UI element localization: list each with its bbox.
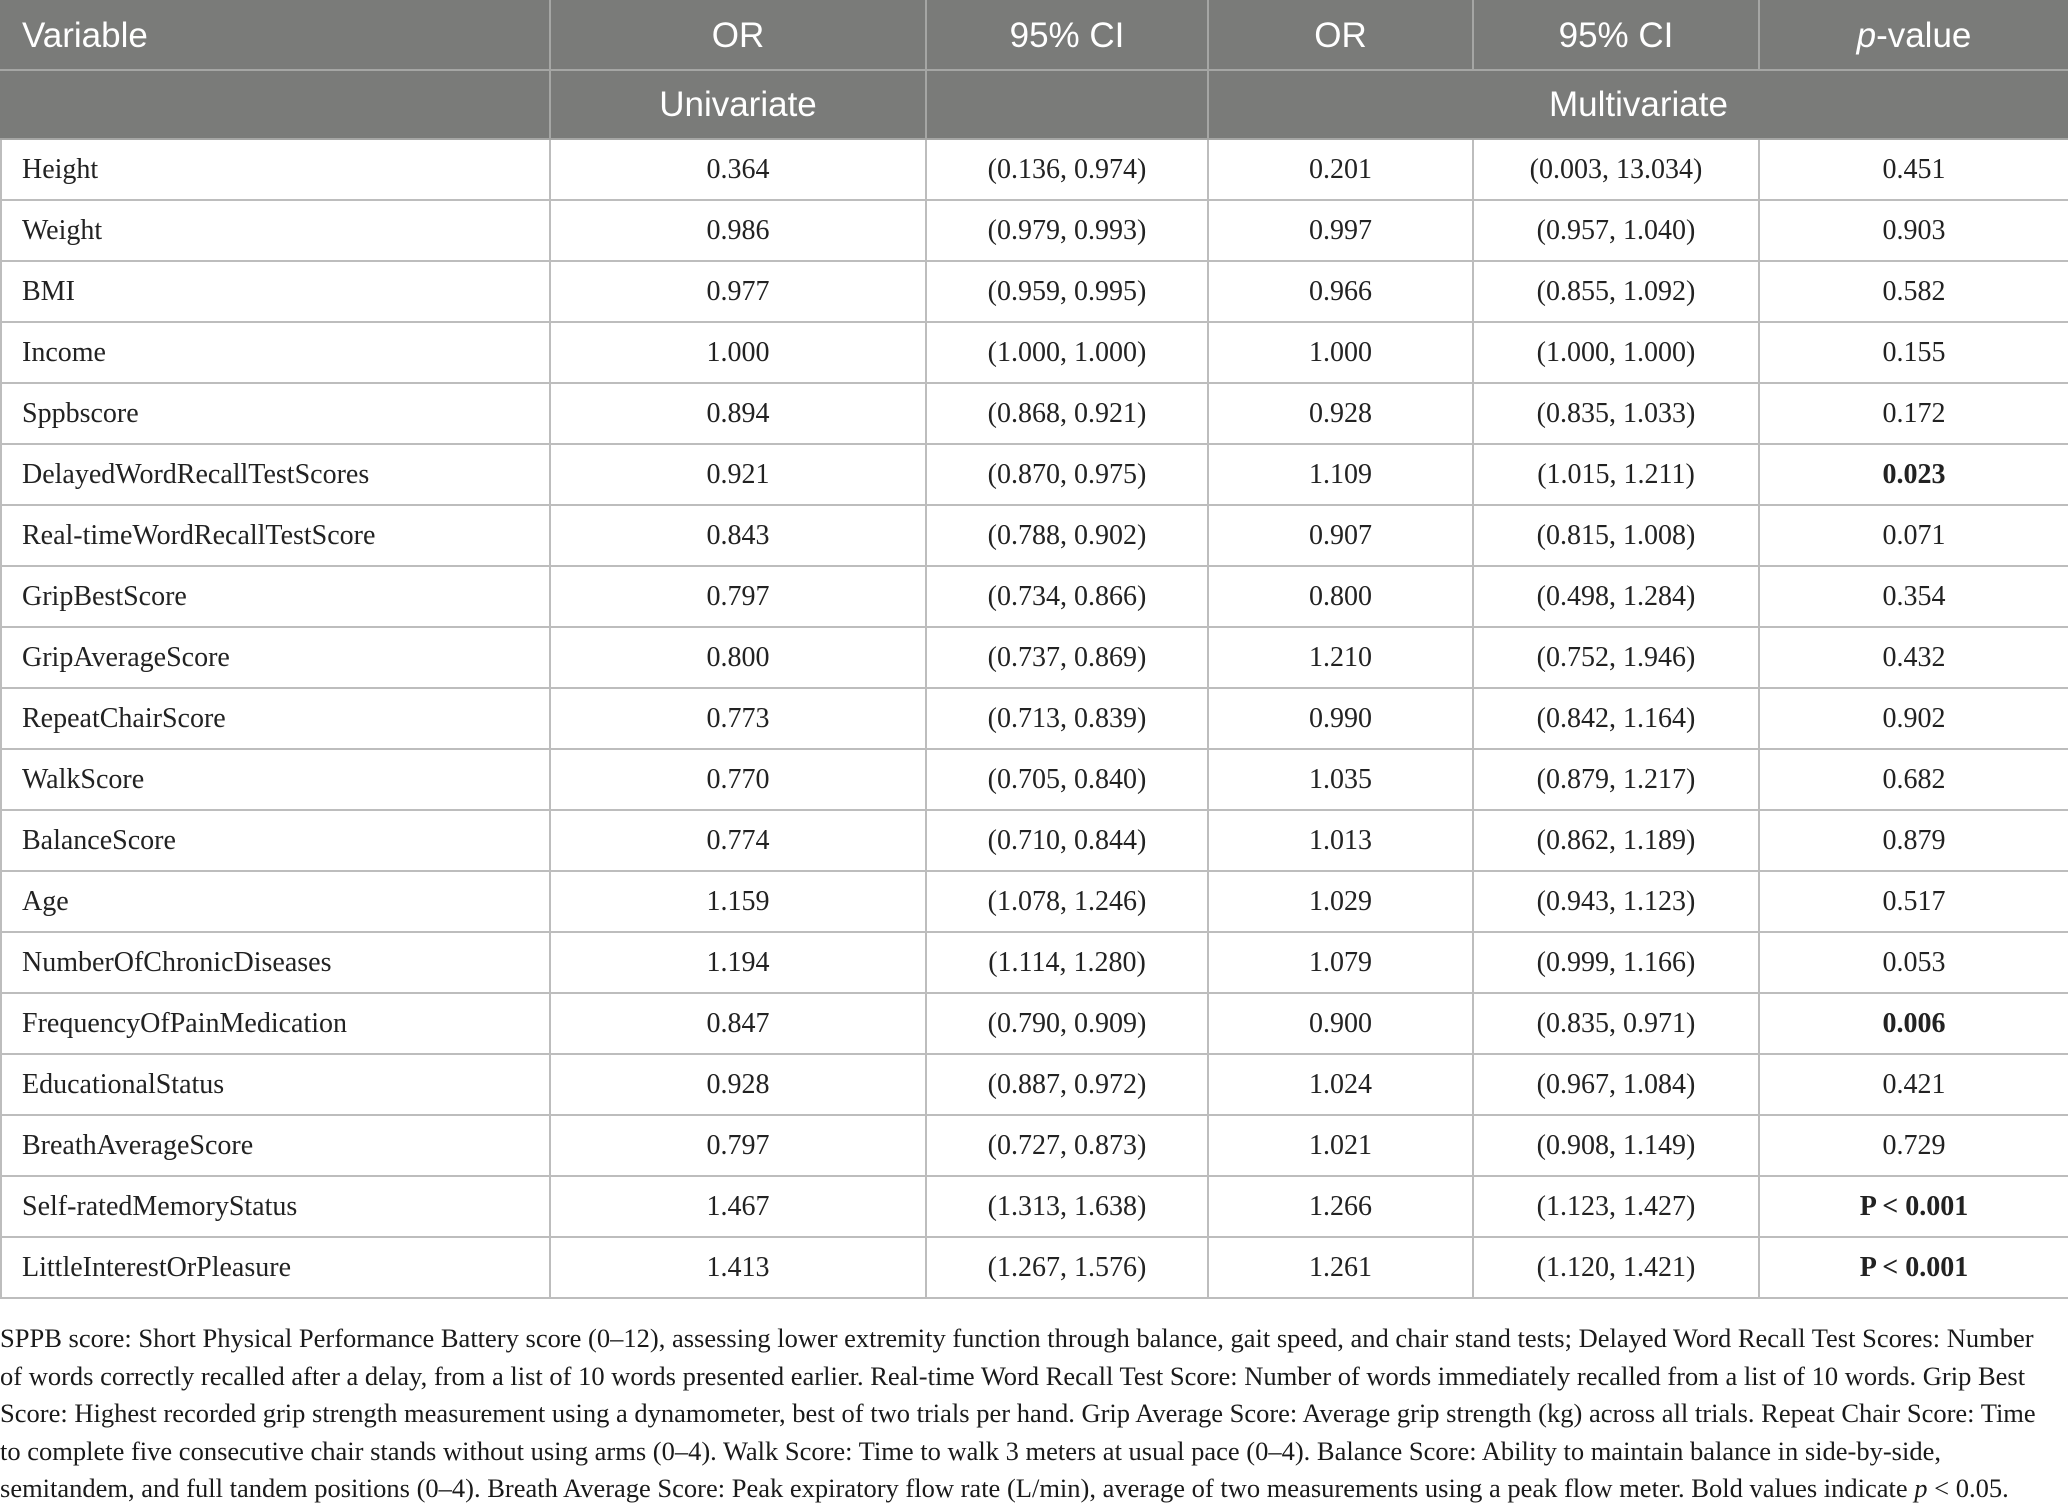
cell-or-univariate: 0.774 [550, 810, 926, 871]
table-row [1, 749, 2068, 810]
cell-p-value: 0.053 [1759, 932, 2068, 993]
cell-ci-multivariate: (0.003, 13.034) [1473, 139, 1759, 200]
cell-p-value: 0.902 [1759, 688, 2068, 749]
table-row [1, 810, 2068, 871]
cell-or-multivariate: 0.800 [1208, 566, 1473, 627]
cell-or-univariate: 1.194 [550, 932, 926, 993]
footnote-main-text: SPPB score: Short Physical Performance Battery score (0–12), assessing lower extremity function through balance, gait speed, and chair stand tests; Delayed Word Recall Test Scores: Number of words correctly recalled after a delay, from a list of 10 words presented earlier. Real-time Word Recall Test Score: Number of words immediately recalled from a list of 10 words. Grip Best Score: Highest recorded grip strength measurement using a dynamometer, best of two trials per hand. Grip Average Score: Average grip strength (kg) across all trials. Repeat Chair Score: Time to complete five consecutive chair stands without using arms (0–4). Walk Score: Time to walk 3 meters at usual pace (0–4). Balance Score: Ability to maintain balance in side-by-side, semitandem, and full tandem positions (0–4). Breath Average Score: Peak expiratory flow rate (L/min), average of two measurements using a peak flow meter. Bold values indicate [0, 1323, 2036, 1504]
cell-or-multivariate: 1.109 [1208, 444, 1473, 505]
cell-or-multivariate: 1.035 [1208, 749, 1473, 810]
table-row [1, 627, 2068, 688]
footnote-end-text: < 0.05. [1927, 1473, 2009, 1504]
cell-variable: Age [1, 871, 550, 932]
cell-p-value: 0.432 [1759, 627, 2068, 688]
cell-p-value: 0.582 [1759, 261, 2068, 322]
table-row [1, 322, 2068, 383]
cell-ci-univariate: (0.136, 0.974) [926, 139, 1208, 200]
cell-or-univariate: 1.467 [550, 1176, 926, 1237]
cell-ci-multivariate: (1.120, 1.421) [1473, 1237, 1759, 1298]
cell-or-multivariate: 1.029 [1208, 871, 1473, 932]
cell-ci-univariate: (0.737, 0.869) [926, 627, 1208, 688]
cell-or-univariate: 0.773 [550, 688, 926, 749]
cell-ci-univariate: (0.734, 0.866) [926, 566, 1208, 627]
cell-p-value: 0.903 [1759, 200, 2068, 261]
table-row [1, 1054, 2068, 1115]
cell-ci-univariate: (0.868, 0.921) [926, 383, 1208, 444]
cell-variable: Income [1, 322, 550, 383]
cell-or-univariate: 1.413 [550, 1237, 926, 1298]
cell-variable: EducationalStatus [1, 1054, 550, 1115]
header-group-blank [1, 70, 550, 139]
table-row [1, 1115, 2068, 1176]
cell-or-univariate: 0.894 [550, 383, 926, 444]
table-row [1, 139, 2068, 200]
header-or-univariate: OR [550, 1, 926, 70]
cell-variable: NumberOfChronicDiseases [1, 932, 550, 993]
cell-or-multivariate: 1.079 [1208, 932, 1473, 993]
cell-ci-univariate: (0.710, 0.844) [926, 810, 1208, 871]
table-row [1, 1176, 2068, 1237]
header-ci-multivariate: 95% CI [1473, 1, 1759, 70]
cell-p-value: P < 0.001 [1759, 1176, 2068, 1237]
cell-or-multivariate: 0.997 [1208, 200, 1473, 261]
table-body [1, 139, 2068, 1298]
table-row [1, 566, 2068, 627]
cell-p-value: 0.729 [1759, 1115, 2068, 1176]
cell-variable: BMI [1, 261, 550, 322]
cell-ci-multivariate: (0.498, 1.284) [1473, 566, 1759, 627]
header-variable: Variable [1, 1, 550, 70]
cell-or-multivariate: 1.210 [1208, 627, 1473, 688]
cell-ci-univariate: (0.713, 0.839) [926, 688, 1208, 749]
cell-p-value: 0.354 [1759, 566, 2068, 627]
cell-p-value: 0.006 [1759, 993, 2068, 1054]
cell-or-univariate: 0.928 [550, 1054, 926, 1115]
header-row-columns [1, 1, 2068, 70]
cell-variable: FrequencyOfPainMedication [1, 993, 550, 1054]
cell-p-value: 0.172 [1759, 383, 2068, 444]
table-row [1, 688, 2068, 749]
table-footnote [0, 1320, 2056, 1508]
cell-p-value: 0.517 [1759, 871, 2068, 932]
cell-or-univariate: 1.159 [550, 871, 926, 932]
cell-variable: DelayedWordRecallTestScores [1, 444, 550, 505]
table-row [1, 383, 2068, 444]
header-ci-univariate: 95% CI [926, 1, 1208, 70]
cell-ci-multivariate: (1.000, 1.000) [1473, 322, 1759, 383]
cell-variable: GripBestScore [1, 566, 550, 627]
cell-ci-multivariate: (0.957, 1.040) [1473, 200, 1759, 261]
cell-or-multivariate: 1.021 [1208, 1115, 1473, 1176]
cell-ci-univariate: (0.788, 0.902) [926, 505, 1208, 566]
cell-variable: LittleInterestOrPleasure [1, 1237, 550, 1298]
cell-or-univariate: 0.800 [550, 627, 926, 688]
cell-ci-multivariate: (0.835, 0.971) [1473, 993, 1759, 1054]
cell-variable: BalanceScore [1, 810, 550, 871]
cell-or-univariate: 0.770 [550, 749, 926, 810]
cell-ci-multivariate: (0.842, 1.164) [1473, 688, 1759, 749]
cell-p-value: P < 0.001 [1759, 1237, 2068, 1298]
cell-or-univariate: 0.921 [550, 444, 926, 505]
cell-variable: WalkScore [1, 749, 550, 810]
cell-ci-univariate: (1.267, 1.576) [926, 1237, 1208, 1298]
cell-ci-multivariate: (0.967, 1.084) [1473, 1054, 1759, 1115]
cell-or-univariate: 0.977 [550, 261, 926, 322]
cell-ci-univariate: (0.870, 0.975) [926, 444, 1208, 505]
cell-ci-univariate: (0.959, 0.995) [926, 261, 1208, 322]
header-p-value [1759, 1, 2068, 70]
cell-or-univariate: 0.364 [550, 139, 926, 200]
cell-or-multivariate: 0.907 [1208, 505, 1473, 566]
cell-ci-multivariate: (0.879, 1.217) [1473, 749, 1759, 810]
cell-or-multivariate: 0.990 [1208, 688, 1473, 749]
cell-or-multivariate: 0.201 [1208, 139, 1473, 200]
header-group-univariate: Univariate [550, 70, 926, 139]
cell-ci-univariate: (0.705, 0.840) [926, 749, 1208, 810]
cell-or-univariate: 0.797 [550, 1115, 926, 1176]
header-or-multivariate: OR [1208, 1, 1473, 70]
cell-or-multivariate: 0.966 [1208, 261, 1473, 322]
cell-or-univariate: 0.986 [550, 200, 926, 261]
cell-or-multivariate: 1.013 [1208, 810, 1473, 871]
cell-ci-multivariate: (0.908, 1.149) [1473, 1115, 1759, 1176]
cell-or-univariate: 0.847 [550, 993, 926, 1054]
table-row [1, 932, 2068, 993]
cell-ci-univariate: (0.790, 0.909) [926, 993, 1208, 1054]
cell-p-value: 0.682 [1759, 749, 2068, 810]
cell-or-multivariate: 1.000 [1208, 322, 1473, 383]
cell-ci-multivariate: (0.855, 1.092) [1473, 261, 1759, 322]
cell-variable: GripAverageScore [1, 627, 550, 688]
cell-ci-multivariate: (0.943, 1.123) [1473, 871, 1759, 932]
cell-or-multivariate: 0.900 [1208, 993, 1473, 1054]
cell-ci-univariate: (0.979, 0.993) [926, 200, 1208, 261]
cell-variable: Self-ratedMemoryStatus [1, 1176, 550, 1237]
cell-or-univariate: 1.000 [550, 322, 926, 383]
table-row [1, 200, 2068, 261]
cell-or-univariate: 0.843 [550, 505, 926, 566]
cell-ci-multivariate: (0.815, 1.008) [1473, 505, 1759, 566]
cell-or-univariate: 0.797 [550, 566, 926, 627]
cell-variable: BreathAverageScore [1, 1115, 550, 1176]
header-group-multivariate: Multivariate [1208, 70, 2068, 139]
header-p-italic: p [1856, 15, 1877, 55]
cell-ci-multivariate: (1.015, 1.211) [1473, 444, 1759, 505]
cell-p-value: 0.451 [1759, 139, 2068, 200]
cell-or-multivariate: 0.928 [1208, 383, 1473, 444]
header-p-rest: -value [1876, 15, 1972, 55]
cell-ci-multivariate: (0.999, 1.166) [1473, 932, 1759, 993]
table-row [1, 261, 2068, 322]
table-row [1, 993, 2068, 1054]
table-row [1, 1237, 2068, 1298]
cell-ci-univariate: (1.078, 1.246) [926, 871, 1208, 932]
cell-variable: Height [1, 139, 550, 200]
cell-variable: Weight [1, 200, 550, 261]
cell-p-value: 0.071 [1759, 505, 2068, 566]
footnote-p-italic: p [1914, 1473, 1928, 1504]
header-row-groups [1, 70, 2068, 139]
cell-p-value: 0.879 [1759, 810, 2068, 871]
cell-ci-multivariate: (1.123, 1.427) [1473, 1176, 1759, 1237]
table-row [1, 871, 2068, 932]
cell-p-value: 0.155 [1759, 322, 2068, 383]
cell-variable: Sppbscore [1, 383, 550, 444]
cell-ci-multivariate: (0.835, 1.033) [1473, 383, 1759, 444]
cell-or-multivariate: 1.266 [1208, 1176, 1473, 1237]
cell-ci-univariate: (0.727, 0.873) [926, 1115, 1208, 1176]
cell-ci-multivariate: (0.862, 1.189) [1473, 810, 1759, 871]
cell-variable: Real-timeWordRecallTestScore [1, 505, 550, 566]
header-group-blank-ci [926, 70, 1208, 139]
cell-p-value: 0.421 [1759, 1054, 2068, 1115]
cell-variable: RepeatChairScore [1, 688, 550, 749]
table-row [1, 505, 2068, 566]
cell-ci-univariate: (1.114, 1.280) [926, 932, 1208, 993]
cell-ci-univariate: (0.887, 0.972) [926, 1054, 1208, 1115]
table-row [1, 444, 2068, 505]
table-header [1, 1, 2068, 139]
cell-p-value: 0.023 [1759, 444, 2068, 505]
cell-ci-univariate: (1.000, 1.000) [926, 322, 1208, 383]
cell-or-multivariate: 1.261 [1208, 1237, 1473, 1298]
cell-ci-multivariate: (0.752, 1.946) [1473, 627, 1759, 688]
cell-ci-univariate: (1.313, 1.638) [926, 1176, 1208, 1237]
cell-or-multivariate: 1.024 [1208, 1054, 1473, 1115]
